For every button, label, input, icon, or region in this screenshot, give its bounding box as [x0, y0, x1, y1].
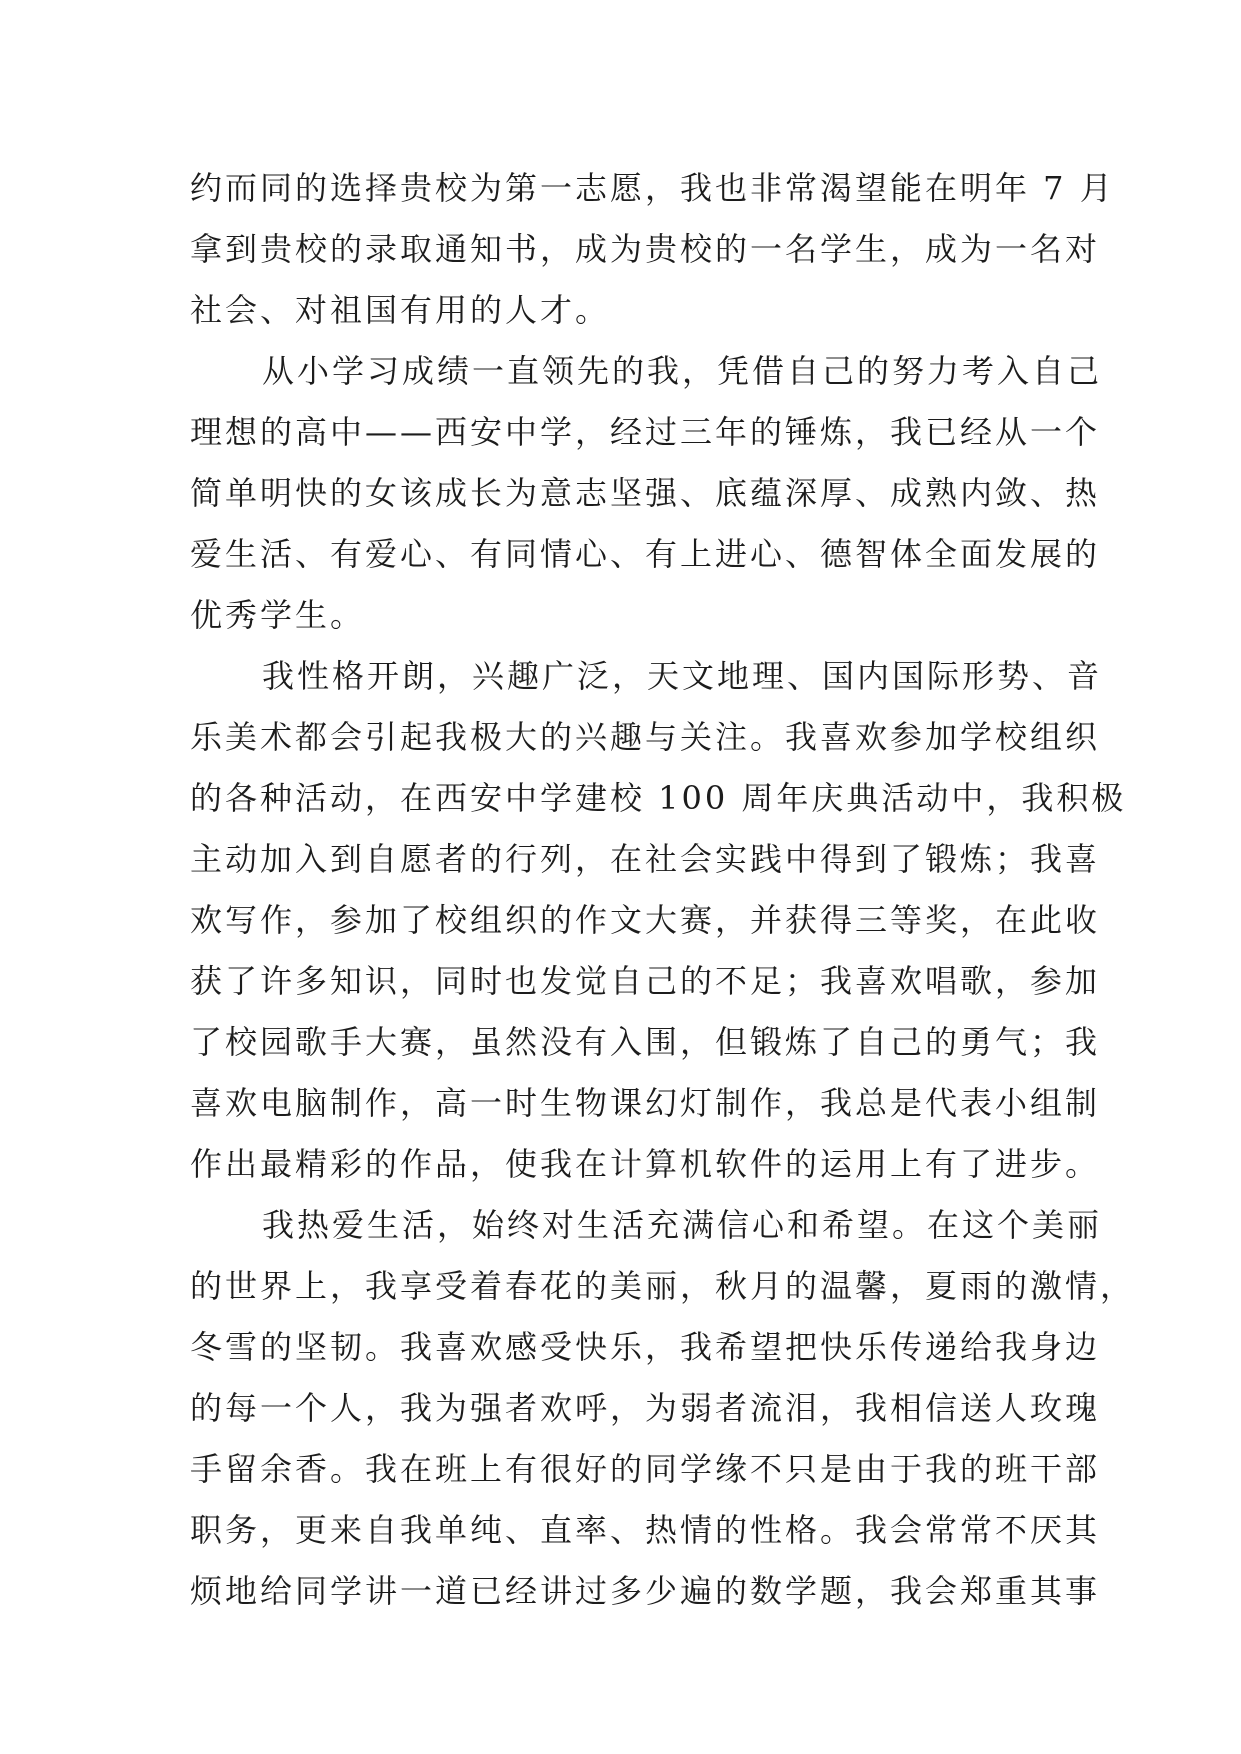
- text-line: 爱生活、有爱心、有同情心、有上进心、德智体全面发展的: [190, 535, 1101, 573]
- text-line: 理想的高中——西安中学，经过三年的锤炼，我已经从一个: [190, 413, 1101, 451]
- paragraph-first-line: 从小学习成绩一直领先的我，凭借自己的努力考入自己: [262, 352, 1103, 390]
- text-line: 了校园歌手大赛，虽然没有入围，但锻炼了自己的勇气；我: [190, 1023, 1101, 1061]
- text-line: 职务，更来自我单纯、直率、热情的性格。我会常常不厌其: [190, 1511, 1101, 1549]
- text-line: 的各种活动，在西安中学建校 100 周年庆典活动中，我积极: [190, 779, 1127, 817]
- text-line: 优秀学生。: [190, 596, 366, 634]
- text-line: 欢写作，参加了校组织的作文大赛，并获得三等奖，在此收: [190, 901, 1101, 939]
- document-body: [190, 158, 1136, 1622]
- text-line: 喜欢电脑制作，高一时生物课幻灯制作，我总是代表小组制: [190, 1084, 1101, 1122]
- text-line: 获了许多知识，同时也发觉自己的不足；我喜欢唱歌，参加: [190, 962, 1101, 1000]
- text-line: 的世界上，我享受着春花的美丽，秋月的温馨，夏雨的激情，: [190, 1267, 1136, 1305]
- text-line: 乐美术都会引起我极大的兴趣与关注。我喜欢参加学校组织: [190, 718, 1101, 756]
- text-line: 烦地给同学讲一道已经讲过多少遍的数学题，我会郑重其事: [190, 1572, 1101, 1610]
- text-line: 社会、对祖国有用的人才。: [190, 291, 611, 329]
- text-line: 手留余香。我在班上有很好的同学缘不只是由于我的班干部: [190, 1450, 1101, 1488]
- text-line: 简单明快的女该成长为意志坚强、底蕴深厚、成熟内敛、热: [190, 474, 1101, 512]
- text-line: 拿到贵校的录取通知书，成为贵校的一名学生，成为一名对: [190, 230, 1101, 268]
- paragraph-first-line: 我性格开朗，兴趣广泛，天文地理、国内国际形势、音: [262, 657, 1103, 695]
- text-line: 冬雪的坚韧。我喜欢感受快乐，我希望把快乐传递给我身边: [190, 1328, 1101, 1366]
- text-line: 的每一个人，我为强者欢呼，为弱者流泪，我相信送人玫瑰: [190, 1389, 1101, 1427]
- text-line: 作出最精彩的作品，使我在计算机软件的运用上有了进步。: [190, 1145, 1101, 1183]
- text-line: 主动加入到自愿者的行列，在社会实践中得到了锻炼；我喜: [190, 840, 1101, 878]
- text-line: 约而同的选择贵校为第一志愿，我也非常渴望能在明年 7 月: [190, 169, 1115, 207]
- paragraph-first-line: 我热爱生活，始终对生活充满信心和希望。在这个美丽: [262, 1206, 1103, 1244]
